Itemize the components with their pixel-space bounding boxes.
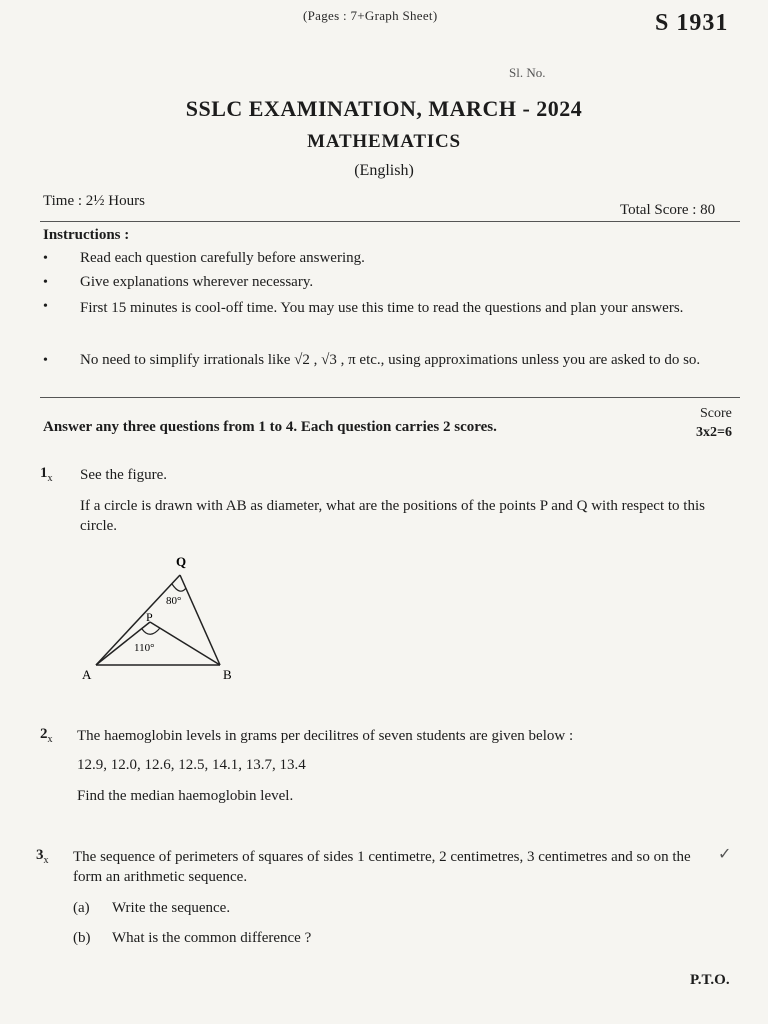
label-b: B: [223, 667, 232, 682]
score-label: Score: [700, 406, 732, 421]
please-turn-over: P.T.O.: [690, 972, 730, 988]
label-q: Q: [176, 554, 187, 569]
subject-title: MATHEMATICS: [307, 131, 461, 152]
exam-title: SSLC EXAMINATION, MARCH - 2024: [185, 96, 583, 121]
question-1-triangle-figure: [70, 548, 260, 688]
section-heading: Answer any three questions from 1 to 4. Each question carries 2 scores.: [43, 419, 497, 435]
tick-mark: ✓: [718, 846, 732, 863]
instruction-item-1: Read each question carefully before answering.: [80, 250, 365, 266]
instruction-item-4: No need to simplify irrationals like √2 , √3 , π etc., using approximations unless you are asked to do so.: [80, 352, 701, 368]
pages-note: (Pages : 7+Graph Sheet): [303, 8, 438, 23]
instruction-item-3: First 15 minutes is cool-off time. You may use this time to read the questions and plan your answers.: [80, 300, 684, 316]
time-allowed: Time : 2½ Hours: [43, 193, 145, 209]
question-3a-text: Write the sequence.: [112, 900, 231, 916]
question-1-cross-mark: x: [47, 473, 53, 484]
bullet-3: •: [43, 299, 48, 314]
question-2-data-values: 12.9, 12.0, 12.6, 12.5, 14.1, 13.7, 13.4: [77, 757, 306, 773]
question-3a-label: (a): [73, 900, 90, 916]
medium-label: (English): [354, 162, 414, 179]
bullet-4: •: [43, 353, 48, 368]
instruction-item-2: Give explanations wherever necessary.: [80, 274, 314, 290]
instructions-divider: [40, 397, 740, 398]
header-divider: [40, 221, 740, 222]
serial-number-label: Sl. No.: [509, 65, 546, 80]
question-1-line-2: If a circle is drawn with AB as diameter, what are the positions of the points P and Q with respect to this circle.: [80, 498, 705, 534]
segment-pb: [150, 622, 220, 665]
instructions-heading: Instructions :: [43, 227, 130, 243]
angle-p-value: 110°: [134, 642, 155, 654]
angle-q-value: 80°: [166, 595, 182, 607]
paper-code: S 1931: [655, 10, 729, 36]
question-3-number-text: 3: [36, 847, 44, 863]
score-value: 3x2=6: [696, 425, 732, 440]
question-3-line-1: The sequence of perimeters of squares of sides 1 centimetre, 2 centimetres, 3 centimetres and so on the form an arithmetic sequence.: [73, 849, 691, 885]
question-2-number: [40, 726, 53, 745]
question-2-line-3: Find the median haemoglobin level.: [77, 788, 294, 804]
question-3-number: [36, 847, 49, 866]
angle-p-arc: [142, 628, 160, 634]
total-score: Total Score : 80: [620, 202, 716, 218]
bullet-2: •: [43, 275, 48, 290]
question-1-line-1: See the figure.: [80, 467, 168, 483]
question-2-number-text: 2: [40, 726, 48, 742]
question-3b-label: (b): [73, 930, 91, 946]
label-a: A: [82, 667, 92, 682]
question-2-line-1: The haemoglobin levels in grams per decilitres of seven students are given below :: [77, 728, 574, 744]
bullet-1: •: [43, 251, 48, 266]
question-2-cross-mark: x: [47, 734, 53, 745]
question-3-cross-mark: x: [43, 855, 49, 866]
question-3b-text: What is the common difference ?: [112, 930, 312, 946]
question-1-number-text: 1: [40, 465, 48, 481]
question-1-number: [40, 465, 53, 484]
label-p: P: [146, 610, 153, 624]
